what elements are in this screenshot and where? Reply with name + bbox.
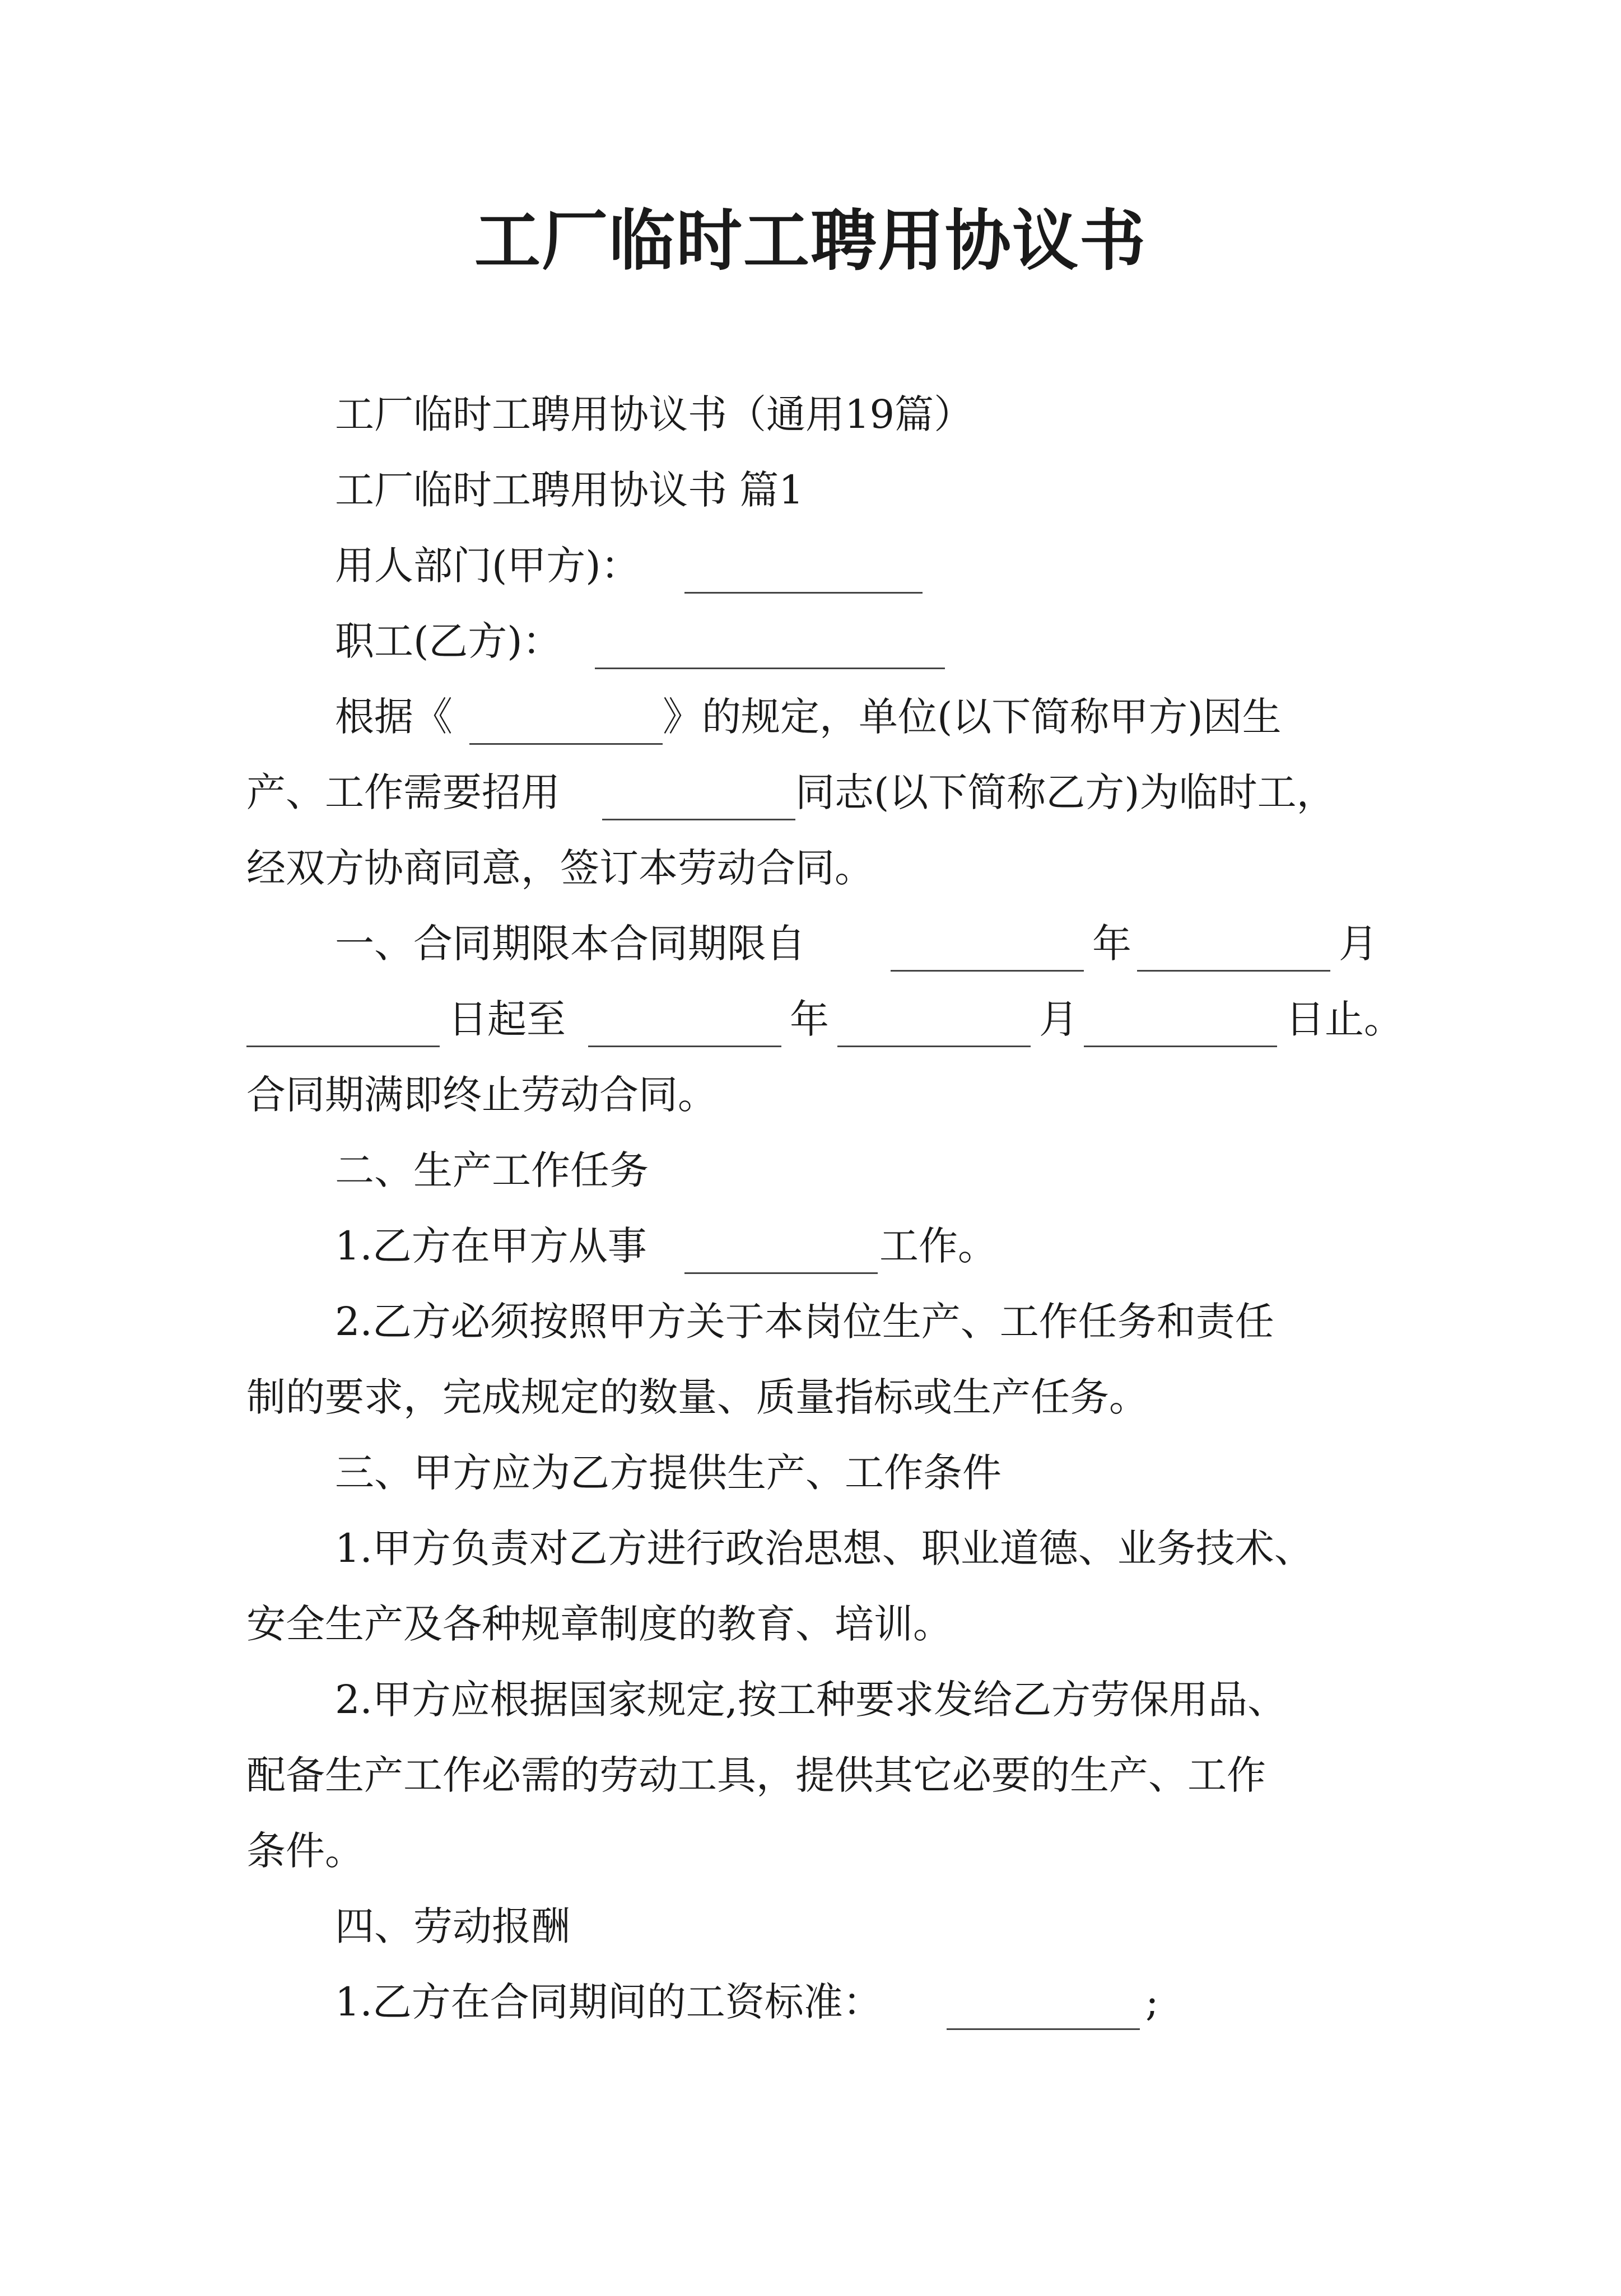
- start-day-blank[interactable]: [246, 1006, 440, 1047]
- start-year-blank[interactable]: [891, 931, 1084, 972]
- paragraph-line: 产、工作需要招用 同志(以下简称乙方)为临时工，: [0, 750, 1621, 834]
- party-a-line: 用人部门(甲方)：: [0, 524, 1621, 608]
- subtitle-line: 工厂临时工聘用协议书（通用19篇）: [335, 391, 973, 437]
- clause-line: 1.乙方在合同期间的工资标准： ;: [0, 1960, 1621, 2044]
- start-month-blank[interactable]: [1137, 931, 1330, 972]
- regulation-blank[interactable]: [469, 704, 663, 745]
- section-heading: 工厂临时工聘用协议书 篇1: [335, 467, 804, 513]
- end-year-blank[interactable]: [588, 1006, 781, 1047]
- clause-line: 2.甲方应根据国家规定,按工种要求发给乙方劳保用品、: [335, 1677, 1287, 1723]
- clause-line: 2.乙方必须按照甲方关于本岗位生产、工作任务和责任: [335, 1299, 1274, 1345]
- section-heading: 二、生产工作任务: [335, 1147, 649, 1193]
- clause-line: 1.甲方负责对乙方进行政治思想、职业道德、业务技术、: [335, 1525, 1313, 1571]
- section-heading: 四、劳动报酬: [335, 1903, 570, 1949]
- job-blank[interactable]: [684, 1233, 878, 1274]
- clause-line: 日起至 年 月 日止。: [0, 977, 1621, 1061]
- end-month-blank[interactable]: [837, 1006, 1031, 1047]
- party-b-line: 职工(乙方)：: [0, 599, 1621, 683]
- wage-blank[interactable]: [947, 1989, 1140, 2030]
- paragraph-line: 制的要求，完成规定的数量、质量指标或生产任务。: [246, 1374, 1148, 1420]
- party-a-blank[interactable]: [684, 553, 923, 594]
- employee-name-blank[interactable]: [602, 780, 795, 820]
- document-title: 工厂临时工聘用协议书: [474, 202, 1147, 279]
- paragraph-line: 合同期满即终止劳动合同。: [246, 1072, 717, 1118]
- party-b-blank[interactable]: [595, 628, 945, 669]
- paragraph-line: 经双方协商同意，签订本劳动合同。: [246, 845, 874, 891]
- paragraph-line: 条件。: [246, 1828, 364, 1874]
- section-heading: 三、甲方应为乙方提供生产、工作条件: [335, 1450, 1002, 1496]
- paragraph-line: 根据《 》的规定，单位(以下简称甲方)因生: [0, 675, 1621, 759]
- paragraph-line: 安全生产及各种规章制度的教育、培训。: [246, 1601, 952, 1647]
- clause-line: 一、合同期限本合同期限自 年 月: [0, 902, 1621, 986]
- end-day-blank[interactable]: [1084, 1006, 1277, 1047]
- paragraph-line: 配备生产工作必需的劳动工具，提供其它必要的生产、工作: [246, 1752, 1266, 1798]
- clause-line: 1.乙方在甲方从事 工作。: [0, 1204, 1621, 1288]
